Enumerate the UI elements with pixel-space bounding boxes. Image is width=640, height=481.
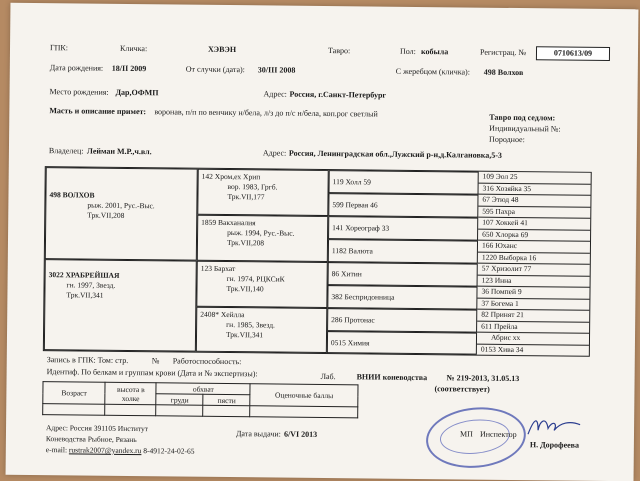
gen4-cell: 0153 Хива 34 (480, 344, 524, 354)
measurements-table (42, 381, 358, 418)
gen3-cell: 599 Первая 46 (328, 193, 478, 218)
dam-dam-details: гн. 1985, Звезд. (226, 320, 275, 330)
work-capacity-label: Работоспособность: (172, 356, 242, 367)
sire-sire-studbook: Трк.VII,177 (227, 192, 265, 202)
lab-label: Лаб. (320, 371, 336, 382)
brand-individual-label: Индивидуальный №: (489, 123, 561, 134)
sire-studbook: Трк.VII,208 (87, 210, 125, 220)
inspector-name: Н. Дорофеева (529, 440, 580, 450)
identification-label: Идентиф. По белкам и группам крови (Дата и № экспертизы): (46, 367, 258, 379)
issue-date-label: Дата выдачи: (235, 429, 281, 439)
gen4-cell: 611 Прейла (477, 321, 589, 334)
nickname-value: ХЭВЭН (207, 44, 237, 55)
gpk-record-label: Запись в ГПК: Том: стр. (46, 355, 129, 365)
owner-value: Лейман М.Р.,ч.вл. (86, 146, 152, 157)
gen4-cell: 316 Хозяйка 35 (479, 183, 591, 196)
birth-date-value: 18/II 2009 (111, 63, 147, 74)
gen4-cell: 57 Хризолит 77 (478, 264, 590, 277)
sire-sire-name: 142 Хром,ех Хрип (201, 171, 261, 182)
lab-note: (соответствует) (434, 384, 490, 394)
gen3-cell: 0515 Химия (327, 331, 477, 355)
registration-label: Регистрац. № (479, 47, 527, 58)
institute-contacts (46, 445, 195, 456)
gen4-cell: Абрис хх (477, 333, 589, 346)
dam-dam-cell (196, 307, 327, 353)
height-header: высота в холке (105, 382, 156, 405)
signature (524, 412, 584, 439)
gen4-cell: 37 Богема 1 (477, 298, 589, 311)
sire-cell (45, 167, 198, 261)
gen4-cell: 595 Пахра (478, 206, 590, 219)
owner-address-label: Адрес: (262, 148, 287, 158)
stallion-value: 498 Волхов (483, 67, 524, 78)
birthplace-address-label: Адрес: (263, 89, 287, 99)
gpk-label: ГПК: (49, 43, 69, 53)
gen4-cell: 82 Принят 21 (477, 310, 589, 323)
color-value: воронав, п/п по венчику н/бела, л/з до п/с н/бела, коп.рог светлый (154, 107, 378, 119)
age-header: Возраст (43, 382, 106, 405)
issue-date-value: 6/VI 2013 (283, 429, 318, 439)
gen3-cell: 1182 Валюта (328, 239, 478, 264)
sex-value: кобыла (420, 47, 449, 57)
gen4-cell: 123 Инна (478, 275, 590, 288)
gen3-cell: 119 Холл 59 (329, 170, 479, 195)
gen4-cell: 109 Эол 25 (479, 172, 591, 185)
pedigree-table (43, 166, 592, 357)
gen4-cell: 36 Помпей 9 (477, 287, 589, 300)
chest-header: груди (156, 394, 203, 405)
birthplace-address-value: Россия, г.Санкт-Петербург (289, 89, 387, 100)
sex-label: Пол: (399, 46, 416, 56)
sire-sire-details: вор. 1983, Гргб. (227, 182, 278, 192)
nickname-label: Кличка: (119, 43, 148, 54)
email-link[interactable]: rustrak2007@yandex.ru (68, 445, 142, 456)
lab-value: ВНИИ коневодства (356, 372, 428, 383)
inspector-label: Инспектор (479, 429, 517, 440)
dam-name: 3022 ХРАБРЕЙШАЯ (48, 270, 120, 280)
dam-cell (44, 259, 197, 352)
birthplace-label: Место рождения: (49, 87, 109, 97)
sire-details: рыж. 2001, Рус.-Выс. (87, 200, 155, 211)
sire-sire-cell (197, 169, 328, 216)
dam-details: гн. 1997, Звезд. (66, 280, 116, 290)
stamp-label: МП (459, 429, 473, 439)
owner-address-value: Россия, Ленинградская обл.,Лужский р-н,д.Калгановка,5-3 (288, 148, 502, 160)
gpk-record-number-label: № (151, 356, 160, 366)
brand-label: Тавро: (327, 46, 351, 56)
institute-org: Коневодства Рыбное, Рязань (45, 434, 137, 445)
passport-sheet (6, 3, 639, 481)
sire-dam-studbook: Трк.VII,208 (226, 238, 265, 248)
institute-address: Адрес: Россия 391105 Институт (45, 423, 149, 434)
dam-sire-details: гн. 1974, РЦКСиК (226, 274, 285, 284)
girth-header: обхват (156, 383, 250, 395)
gen4-cell: 166 Юханс (478, 241, 590, 254)
gen4-cell: 67 Этюд 48 (478, 195, 590, 208)
gen4-cell: 107 Хоккей 41 (478, 218, 590, 231)
phone-value: 8-4912-24-02-65 (143, 446, 195, 456)
dam-dam-studbook: Трк.VII,341 (225, 330, 264, 340)
sire-dam-cell (197, 215, 328, 262)
cannon-header: пясти (203, 394, 250, 405)
mating-date-label: От случки (дата): (185, 64, 245, 75)
email-label: e-mail: (45, 445, 68, 455)
dam-studbook: Трк.VII,341 (66, 290, 104, 300)
dam-sire-studbook: Трк.VII,140 (226, 284, 264, 294)
brand-breed-label: Породное: (489, 134, 525, 145)
birth-date-label: Дата рождения: (49, 63, 104, 73)
color-label: Масть и описание примет: (49, 106, 147, 117)
lab-number: № 219-2013, 31.05.13 (446, 373, 520, 384)
dam-dam-name: 2408* Хейлла (200, 309, 245, 320)
gen4-cell: 1220 Выборка 16 (478, 252, 590, 265)
score-header: Оценочные баллы (250, 384, 358, 407)
gen3-cell: 286 Протонас (327, 308, 477, 333)
gen4-cell: 650 Хлорка 69 (478, 229, 590, 242)
gen3-cell: 382 Беспридонница (327, 285, 477, 310)
gen3-cell: 86 Хитин (328, 262, 478, 287)
dam-sire-cell (196, 261, 327, 308)
sire-name: 498 ВОЛХОВ (49, 190, 95, 200)
birthplace-value: Дар,ОФМП (115, 87, 159, 98)
gen3-cell: 141 Хореограф 33 (328, 216, 478, 241)
owner-label: Владелец: (48, 146, 84, 156)
dam-sire-name: 123 Бархат (200, 263, 236, 274)
stallion-label: С жеребцом (кличка): (395, 66, 471, 77)
sire-dam-details: рыж. 1994, Рус.-Выс. (227, 228, 295, 238)
mating-date-value: 30/III 2008 (257, 65, 296, 75)
sire-dam-name: 1859 Вакханалия (201, 217, 256, 228)
brand-under-saddle-title: Тавро под седлом: (489, 112, 556, 123)
registration-number: 0710613/09 (536, 46, 610, 61)
